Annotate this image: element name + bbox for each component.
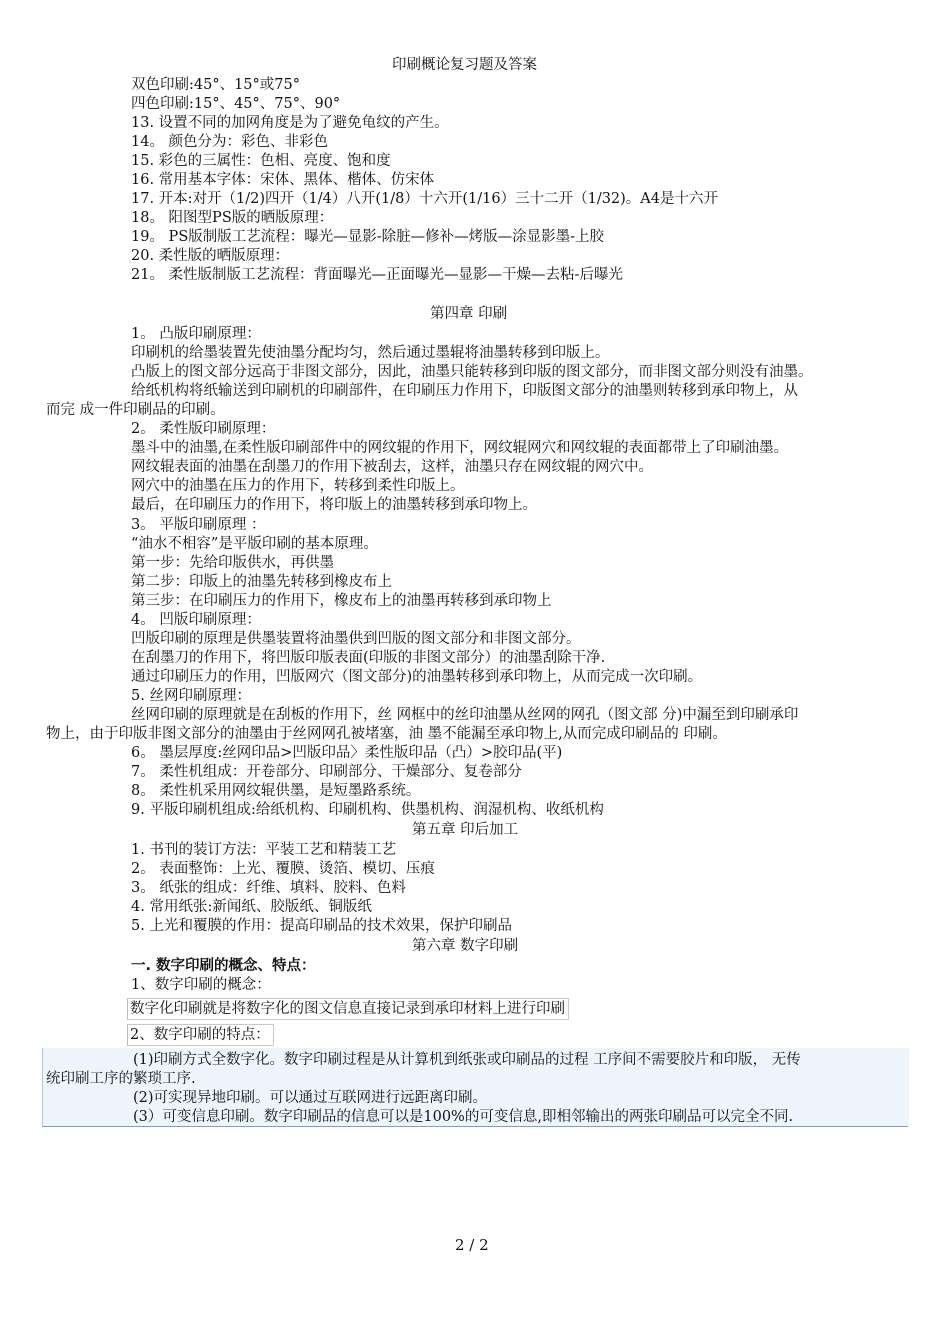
concept-text-box: 数字化印刷就是将数字化的图文信息直接记录到承印材料上进行印刷 (127, 998, 569, 1020)
list-item: 16. 常用基本字体：宋体、黑体、楷体、仿宋体 (131, 172, 435, 188)
feature-item: 统印刷工序的繁琐工序. (46, 1071, 196, 1087)
paragraph-line: 墨斗中的油墨,在柔性版印刷部件中的网纹辊的作用下，网纹辊网穴和网纹辊的表面都带上了印刷油墨。 (131, 440, 789, 456)
paragraph-line: 最后，在印刷压力的作用下，将印版上的油墨转移到承印物上。 (131, 497, 537, 513)
list-item: 2。 柔性版印刷原理： (131, 421, 276, 437)
list-item: 21。 柔性版制版工艺流程：背面曝光—正面曝光—显影—干燥—去粘-后曝光 (131, 267, 623, 283)
feature-item: (1)印刷方式全数字化。数字印刷过程是从计算机到纸张或印刷品的过程 工序间不需要胶片和印版， 无传 (133, 1052, 801, 1068)
chapter-title: 第五章 印后加工 (412, 822, 519, 838)
list-item: 5. 上光和覆膜的作用：提高印刷品的技术效果，保护印刷品 (131, 918, 512, 934)
paragraph-line: 在刮墨刀的作用下，将凹版印版表面(印版的非图文部分）的油墨刮除干净. (131, 650, 606, 666)
list-item: 20. 柔性版的晒版原理： (131, 248, 290, 264)
page-header-title: 印刷概论复习题及答案 (392, 57, 537, 73)
paragraph-line: 第三步：在印刷压力的作用下，橡皮布上的油墨再转移到承印物上 (131, 593, 552, 609)
list-item: 9. 平版印刷机组成:给纸机构、印刷机构、供墨机构、润湿机构、收纸机构 (131, 802, 604, 818)
paragraph-line: 网穴中的油墨在压力的作用下，转移到柔性印版上。 (131, 478, 465, 494)
paragraph-line: 第一步：先给印版供水，再供墨 (131, 555, 334, 571)
list-item: 4。 凹版印刷原理： (131, 612, 261, 628)
subsection-label: 2、数字印刷的特点： (127, 1024, 274, 1046)
feature-item: (3）可变信息印刷。数字印刷品的信息可以是100%的可变信息,即相邻输出的两张印刷品可以完全不同. (133, 1109, 794, 1125)
paragraph-line: 丝网印刷的原理就是在刮板的作用下，丝 网框中的丝印油墨从丝网的网孔（图文部 分)中漏至到印刷承印 (131, 707, 799, 723)
list-item: 四色印刷:15°、45°、75°、90° (131, 96, 341, 112)
list-item: 15. 彩色的三属性：色相、亮度、饱和度 (131, 153, 391, 169)
subsection-label: 1、数字印刷的概念： (131, 977, 271, 993)
paragraph-line: 第二步：印版上的油墨先转移到橡皮布上 (131, 574, 392, 590)
list-item: 19。 PS版制版工艺流程：曝光—显影-除脏—修补—烤版—涂显影墨-上胶 (131, 229, 605, 245)
list-item: 双色印刷:45°、15°或75° (131, 77, 300, 93)
paragraph-line: 印刷机的给墨装置先使油墨分配均匀，然后通过墨辊将油墨转移到印版上。 (131, 345, 610, 361)
paragraph-line: 给纸机构将纸输送到印刷机的印刷部件，在印刷压力作用下，印版图文部分的油墨则转移到承印物上，从 (131, 383, 798, 399)
page-number: 2 / 2 (455, 1236, 489, 1254)
list-item: 3。 纸张的组成：纤维、填料、胶料、色料 (131, 880, 406, 896)
chapter-title: 第四章 印刷 (430, 306, 508, 322)
paragraph-line: 物上，由于印版非图文部分的油墨由于丝网网孔被堵塞，油 墨不能漏至承印物上,从而完成印刷品的 印刷。 (46, 726, 727, 742)
paragraph-line: 凹版印刷的原理是供墨装置将油墨供到凹版的图文部分和非图文部分。 (131, 631, 581, 647)
list-item: 7。 柔性机组成：开卷部分、印刷部分、干燥部分、复卷部分 (131, 764, 522, 780)
list-item: 13. 设置不同的加网角度是为了避免龟纹的产生。 (131, 115, 449, 131)
paragraph-line: 凸版上的图文部分远高于非图文部分，因此，油墨只能转移到印版的图文部分，而非图文部分则没有油墨。 (131, 364, 813, 380)
paragraph-line: 通过印刷压力的作用，凹版网穴（图文部分)的油墨转移到承印物上，从而完成一次印刷。 (131, 669, 703, 685)
list-item: 4. 常用纸张:新闻纸、胶版纸、铜版纸 (131, 899, 372, 915)
chapter-title: 第六章 数字印刷 (412, 938, 519, 954)
list-item: 14。 颜色分为：彩色、非彩色 (131, 134, 329, 150)
list-item: 18。 阳图型PS版的晒版原理： (131, 210, 334, 226)
list-item: 3。 平版印刷原理 ： (131, 517, 266, 533)
list-item: 2。 表面整饰：上光、覆膜、烫箔、模切、压痕 (131, 861, 435, 877)
list-item: 1。 凸版印刷原理： (131, 326, 261, 342)
list-item: 6。 墨层厚度:丝网印品>凹版印品〉柔性版印品（凸）>胶印品(平) (131, 745, 563, 761)
section-heading: 一. 数字印刷的概念、特点： (131, 958, 316, 974)
list-item: 1. 书刊的装订方法：平装工艺和精装工艺 (131, 842, 396, 858)
list-item: 17. 开本:对开（1/2)四开（1/4）八开(1/8）十六开(1/16）三十二开（1/32)。A4是十六开 (131, 191, 719, 207)
feature-item: (2)可实现异地印刷。可以通过互联网进行远距离印刷。 (133, 1090, 488, 1106)
list-item: 5. 丝网印刷原理： (131, 688, 251, 704)
paragraph-line: 而完 成一件印刷品的印刷。 (46, 402, 225, 418)
list-item: 8。 柔性机采用网纹辊供墨，是短墨路系统。 (131, 783, 421, 799)
paragraph-line: “油水不相容”是平版印刷的基本原理。 (131, 536, 378, 552)
paragraph-line: 网纹辊表面的油墨在刮墨刀的作用下被刮去，这样，油墨只存在网纹辊的网穴中。 (131, 459, 653, 475)
